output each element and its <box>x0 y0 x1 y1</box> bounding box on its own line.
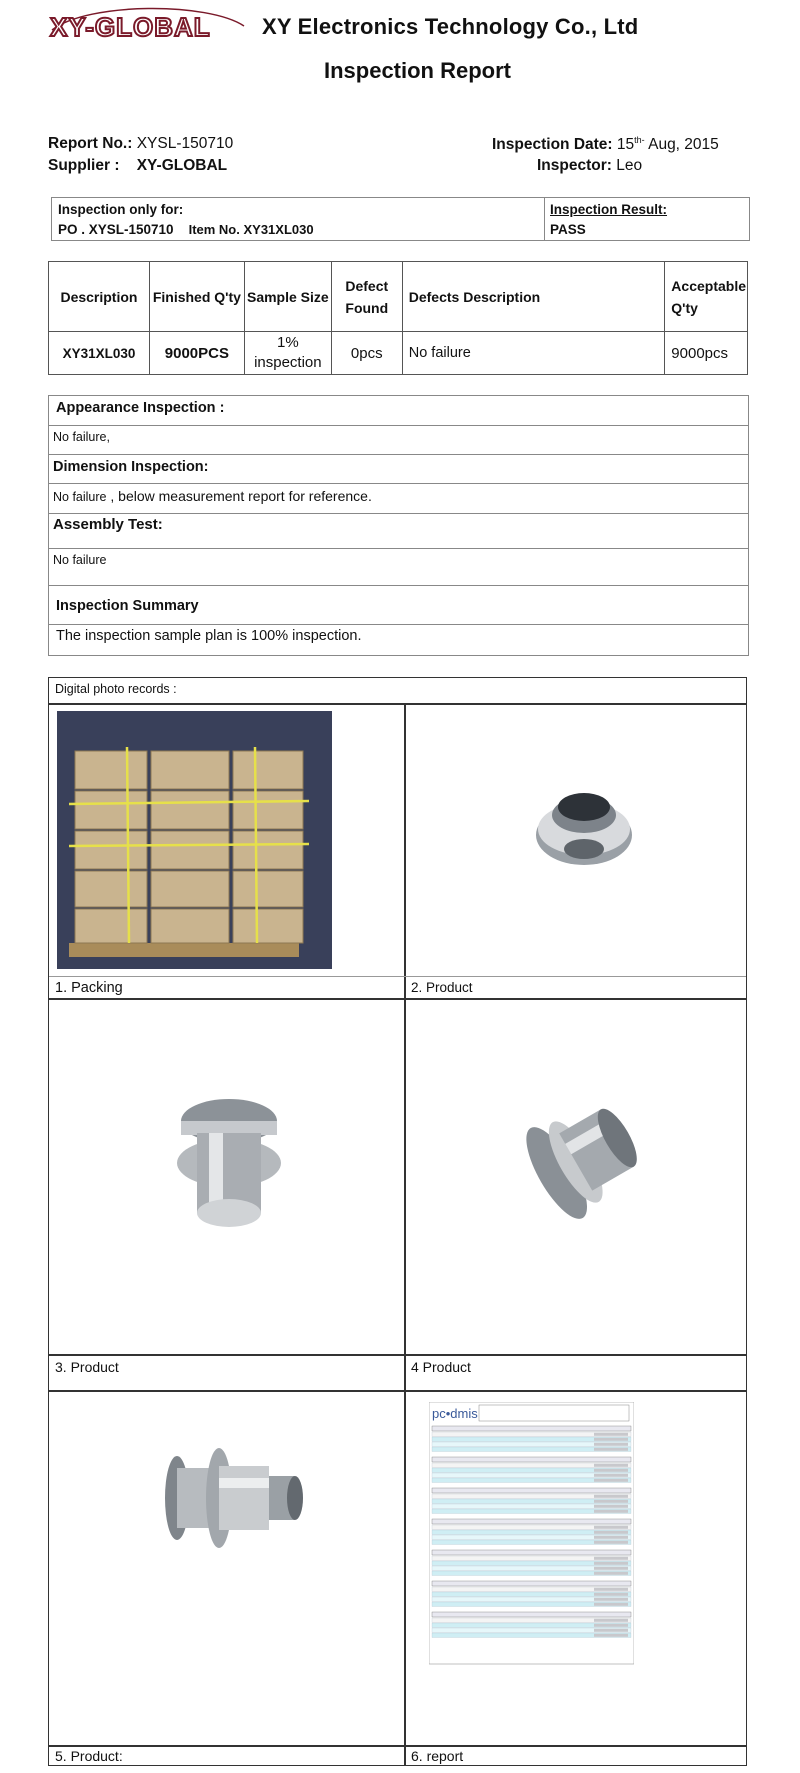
product-photo-2 <box>529 773 639 883</box>
xy-global-logo <box>48 6 248 46</box>
col-finished-qty: Finished Q'ty <box>149 262 244 332</box>
caption-packing: 1. Packing <box>55 980 123 996</box>
scope-label: Inspection only for: <box>58 202 184 217</box>
caption-report: 6. report <box>411 1748 464 1764</box>
summary-table <box>48 261 748 375</box>
appearance-title: Appearance Inspection : <box>56 400 225 416</box>
report-brand: pc•dmis <box>432 1406 478 1421</box>
company-name: XY Electronics Technology Co., Ltd <box>262 14 639 39</box>
col-defect-found: Defect Found <box>331 262 402 332</box>
product-photo-5 <box>159 1438 309 1558</box>
col-defects-description: Defects Description <box>402 262 665 332</box>
packing-photo <box>57 711 332 969</box>
caption-product-3: 3. Product <box>55 1359 119 1375</box>
caption-product-5: 5. Product: <box>55 1748 123 1764</box>
photo-records-header: Digital photo records : <box>55 682 177 696</box>
dimension-title: Dimension Inspection: <box>53 459 209 475</box>
product-photo-3 <box>169 1093 289 1253</box>
cell-description: XY31XL030 <box>49 332 150 375</box>
summary-text: The inspection sample plan is 100% inspection. <box>56 628 362 644</box>
dimension-text: No failure , below measurement report for reference. <box>53 488 372 504</box>
cell-finished-qty: 9000PCS <box>149 332 244 375</box>
cell-acceptable-qty: 9000pcs <box>665 332 748 375</box>
table-row <box>49 332 748 375</box>
scope-box <box>51 197 750 241</box>
result-label: Inspection Result: <box>550 202 668 217</box>
report-no: Report No.: XYSL-150710 <box>48 135 234 152</box>
cell-sample-size: 1% inspection <box>244 332 331 375</box>
photo-records <box>48 677 747 1766</box>
col-description: Description <box>49 262 150 332</box>
col-sample-size: Sample Size <box>244 262 331 332</box>
col-acceptable-qty: Acceptable Q'ty <box>665 262 748 332</box>
table-header-row <box>49 262 748 332</box>
inspection-sections <box>48 395 749 656</box>
assembly-text: No failure <box>53 553 107 567</box>
supplier: Supplier : XY-GLOBAL <box>48 157 228 174</box>
product-photo-4 <box>504 1088 644 1238</box>
logo-lettering: XY-GLOBAL <box>50 12 211 42</box>
result-value: PASS <box>550 222 586 237</box>
po-item: PO . XYSL-150710 Item No. XY31XL030 <box>58 222 314 237</box>
cell-defect-found: 0pcs <box>331 332 402 375</box>
inspector: Inspector: Leo <box>537 157 643 174</box>
page-title: Inspection Report <box>323 58 511 83</box>
caption-product-2: 2. Product <box>411 980 473 995</box>
inspection-date: Inspection Date: $15^{th-}$ Aug, 2015 <box>492 135 719 154</box>
cell-defects-description: No failure <box>402 332 665 375</box>
summary-title: Inspection Summary <box>56 598 199 614</box>
report-thumbnail <box>429 1402 634 1667</box>
caption-product-4: 4 Product <box>411 1359 471 1375</box>
appearance-text: No failure, <box>53 430 110 444</box>
assembly-title: Assembly Test: <box>53 516 163 533</box>
